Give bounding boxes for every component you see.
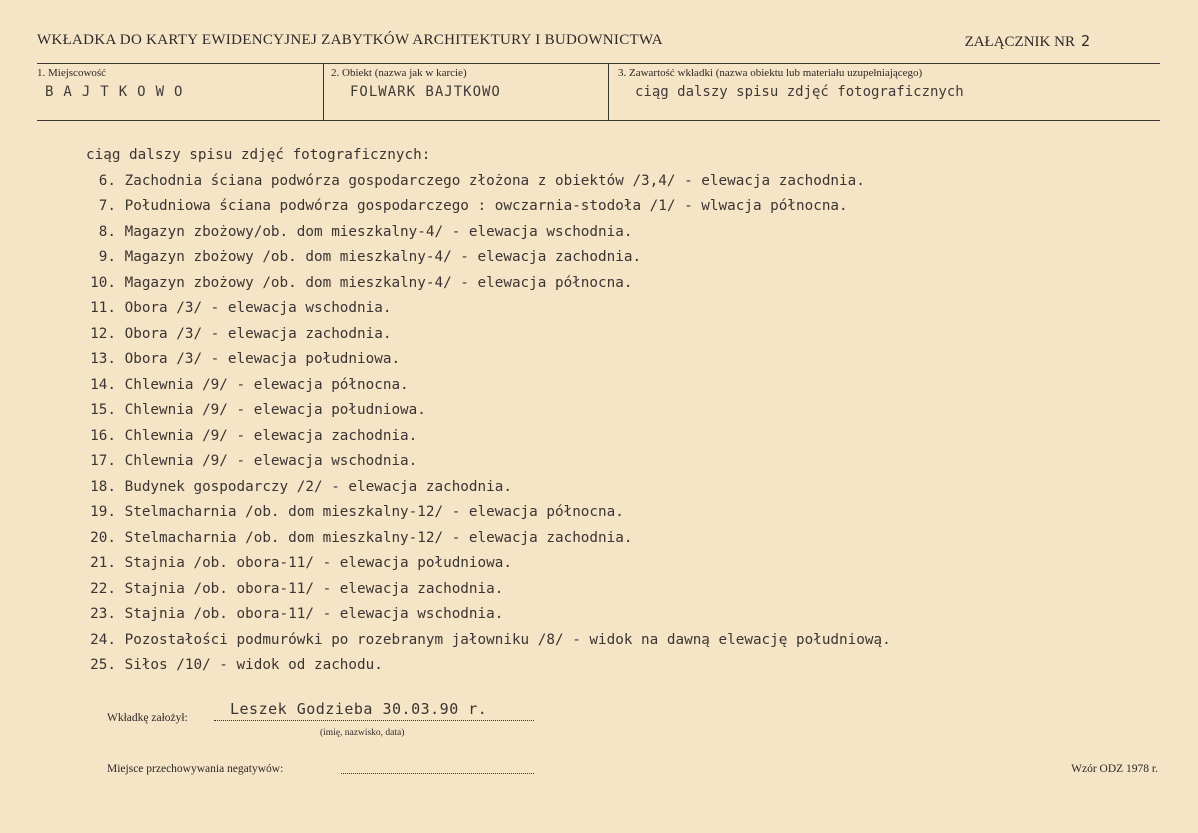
list-item-text: Magazyn zbożowy/ob. dom mieszkalny-4/ - elewacja wschodnia.	[124, 223, 633, 240]
locality-label: 1. Miejscowość	[37, 67, 107, 79]
list-item	[70, 475, 891, 501]
annex-number: 2	[1080, 32, 1090, 50]
founded-by-value: Leszek Godzieba 30.03.90 r.	[230, 700, 488, 718]
list-item	[70, 194, 891, 220]
list-item	[70, 322, 891, 348]
list-item-text: Stajnia /ob. obora-11/ - elewacja zachodnia.	[124, 580, 504, 597]
founded-by-label: Wkładkę założył:	[107, 712, 188, 724]
negatives-label: Miejsce przechowywania negatywów:	[107, 763, 284, 775]
list-item-number: 22.	[90, 580, 116, 597]
list-item-text: Siłos /10/ - widok od zachodu.	[124, 657, 383, 673]
list-item-text: Obora /3/ - elewacja zachodnia.	[124, 325, 392, 342]
negatives-dotted-line	[341, 773, 534, 774]
object-value: FOLWARK BAJTKOWO	[350, 84, 501, 100]
list-item	[70, 296, 891, 322]
list-item-text: Chlewnia /9/ - elewacja północna.	[124, 376, 409, 393]
list-item-number: 11.	[90, 300, 116, 316]
list-item	[70, 424, 891, 450]
list-item	[70, 653, 891, 679]
list-item-text: Chlewnia /9/ - elewacja południowa.	[124, 402, 426, 418]
field-divider-1	[323, 63, 324, 120]
form-template-label: Wzór ODZ 1978 r.	[1071, 763, 1158, 775]
list-item	[70, 500, 891, 526]
header-bottom-rule	[37, 120, 1160, 121]
list-item-number: 23.	[90, 606, 116, 622]
list-item-text: Obora /3/ - elewacja wschodnia.	[124, 300, 392, 316]
list-item	[70, 245, 891, 271]
list-item-text: Zachodnia ściana podwórza gospodarczego złożona z obiektów /3,4/ - elewacja zachodnia.	[124, 172, 865, 189]
list-item-text: Stelmacharnia /ob. dom mieszkalny-12/ - elewacja północna.	[124, 504, 624, 520]
list-item-number: 13.	[90, 351, 116, 367]
list-item-text: Stajnia /ob. obora-11/ - elewacja wschodnia.	[124, 606, 504, 622]
list-item-number: 20.	[90, 529, 116, 546]
list-item-number: 19.	[90, 504, 116, 520]
list-item	[70, 271, 891, 297]
list-intro: ciąg dalszy spisu zdjęć fotograficznych:	[86, 147, 431, 163]
list-item-number: 15.	[90, 402, 116, 418]
list-item-number: 8.	[98, 223, 116, 240]
annex-header	[965, 32, 1090, 51]
list-item-number: 9.	[98, 249, 116, 265]
list-item	[70, 169, 891, 195]
list-item-number: 18.	[90, 478, 116, 495]
list-item-number: 12.	[90, 325, 116, 342]
founded-by-caption: (imię, nazwisko, data)	[320, 728, 405, 738]
list-item-text: Chlewnia /9/ - elewacja zachodnia.	[124, 427, 418, 444]
list-item-number: 16.	[90, 427, 116, 444]
list-item-number: 7.	[98, 198, 116, 214]
list-item	[70, 347, 891, 373]
list-item-text: Stajnia /ob. obora-11/ - elewacja południowa.	[124, 555, 512, 571]
list-item	[70, 628, 891, 654]
list-item-text: Budynek gospodarczy /2/ - elewacja zachodnia.	[124, 478, 512, 495]
content-label: 3. Zawartość wkładki (nazwa obiektu lub materiału uzupełniającego)	[618, 67, 923, 79]
list-item-number: 10.	[90, 274, 116, 291]
list-item	[70, 551, 891, 577]
founded-by-dotted-line	[214, 720, 534, 721]
list-item	[70, 449, 891, 475]
form-title: WKŁADKA DO KARTY EWIDENCYJNEJ ZABYTKÓW ARCHITEKTURY I BUDOWNICTWA	[37, 32, 663, 48]
list-item-number: 17.	[90, 453, 116, 469]
photo-list	[70, 143, 891, 679]
list-item	[70, 220, 891, 246]
list-item	[70, 373, 891, 399]
list-item-text: Stelmacharnia /ob. dom mieszkalny-12/ - elewacja zachodnia.	[124, 529, 633, 546]
list-item-text: Południowa ściana podwórza gospodarczego : owczarnia-stodoła /1/ - wlwacja północna.	[124, 198, 848, 214]
list-item-text: Obora /3/ - elewacja południowa.	[124, 351, 401, 367]
list-item-number: 6.	[98, 172, 116, 189]
list-item	[70, 398, 891, 424]
list-item-text: Pozostałości podmurówki po rozebranym jałowniku /8/ - widok na dawną elewację południową.	[124, 631, 891, 648]
list-item-number: 24.	[90, 631, 116, 648]
list-item	[70, 526, 891, 552]
list-item-text: Magazyn zbożowy /ob. dom mieszkalny-4/ - elewacja północna.	[124, 274, 633, 291]
list-item-number: 14.	[90, 376, 116, 393]
field-divider-2	[608, 63, 609, 120]
list-item-text: Chlewnia /9/ - elewacja wschodnia.	[124, 453, 418, 469]
list-item	[70, 577, 891, 603]
annex-label: ZAŁĄCZNIK NR	[964, 34, 1075, 50]
list-item-number: 21.	[90, 555, 116, 571]
header-top-rule	[37, 63, 1160, 64]
list-item	[70, 602, 891, 628]
list-item-number: 25.	[90, 657, 116, 673]
content-value: ciąg dalszy spisu zdjęć fotograficznych	[635, 84, 964, 100]
object-label: 2. Obiekt (nazwa jak w karcie)	[331, 67, 467, 79]
list-item-text: Magazyn zbożowy /ob. dom mieszkalny-4/ - elewacja zachodnia.	[124, 249, 642, 265]
locality-value: BAJTKOWO	[45, 84, 193, 100]
